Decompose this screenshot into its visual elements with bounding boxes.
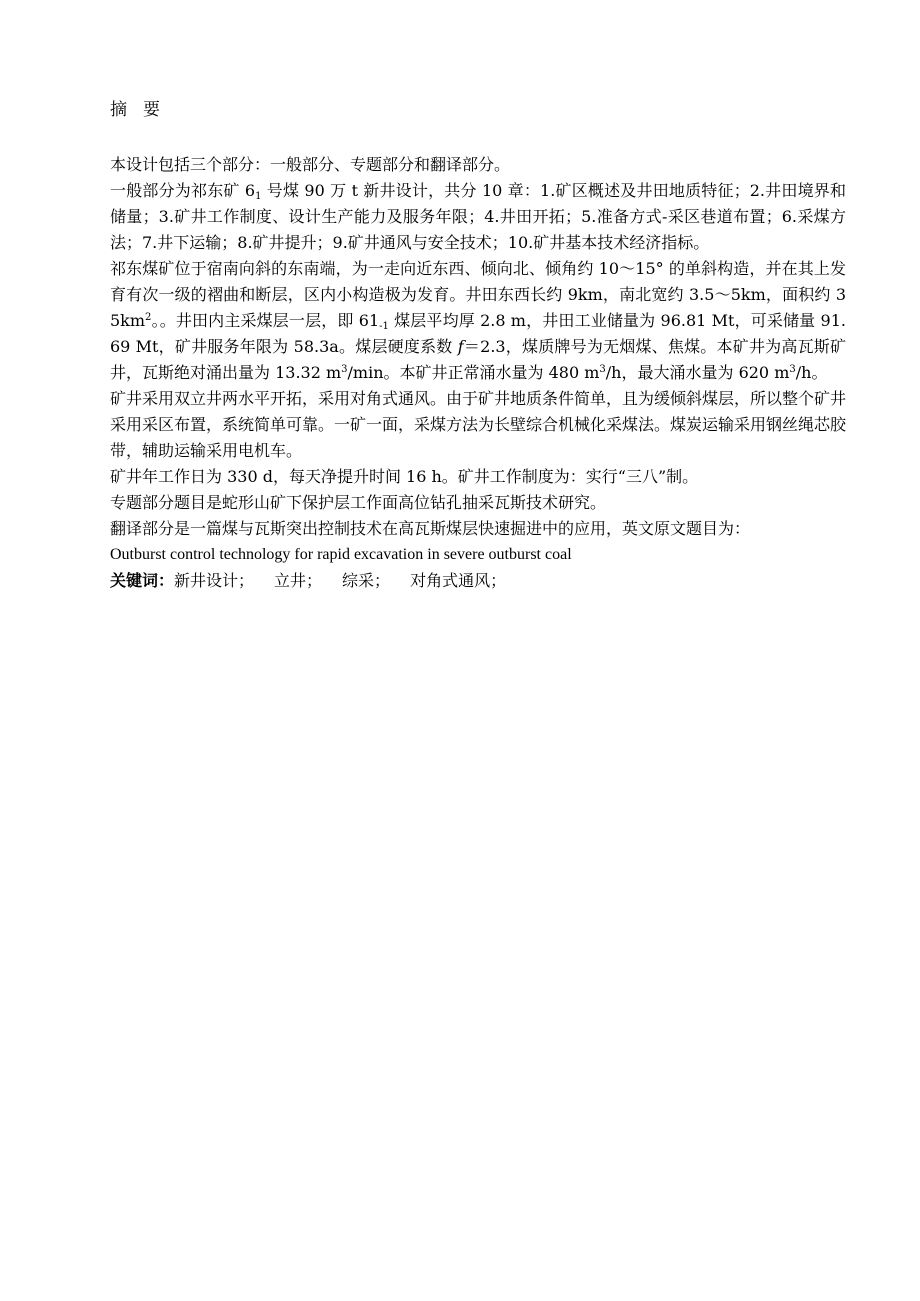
intro-paragraph: 本设计包括三个部分：一般部分、专题部分和翻译部分。 [110,155,511,174]
geology-text-c: 煤层平均厚 2.8 m，井田工业储量为 96.81 Mt，可采储量 91.69 Mt，矿井服务年限为 58.3a。煤层硬度系数 [110,311,847,356]
special-topic-paragraph: 专题部分题目是蛇形山矿下保护层工作面高位钻孔抽采瓦斯技术研究。 [110,493,607,512]
keyword-item: 对角式通风； [410,571,507,590]
hardness-symbol: f [457,337,464,356]
gas-unit-superscript: 3 [341,364,348,375]
general-text-a: 一般部分为祁东矿 6 [110,181,256,200]
general-text-b: 号煤 90 万 t 新井设计，共分 10 章：1.矿区概述及井田地质特征；2.井田境界和储量；3.矿井工作制度、设计生产能力及服务年限；4.井田开拓；5.准备方式-采区巷道布置；6.采煤方法；7.井下运输；8.矿井提升；9.矿井通风与安全技术；10.矿井基本技术经济指标。 [110,181,846,252]
english-title: Outburst control technology for rapid excavation in severe outburst coal [110,546,572,563]
abstract-body [110,152,846,594]
geology-text-h: /h。 [795,363,828,382]
seam-number-subscript: -1 [379,321,389,332]
abstract-heading: 摘要 [110,100,176,120]
keyword-item: 综采； [342,571,391,590]
keywords-line [110,568,846,594]
geology-text-a: 祁东煤矿位于宿南向斜的东南端，为一走向近东西、倾向北、倾角约 10～15° 的单斜构造，并在其上发育有次一级的褶曲和断层，区内小构造极为发育。井田东西长约 9km，南北宽约 3.5～5km，面积约 35km [110,259,846,330]
schedule-paragraph: 矿井年工作日为 330 d，每天净提升时间 16 h。矿井工作制度为：实行“三八”制。 [110,467,699,486]
geology-text-b: 。。井田内主采煤层一层，即 61 [151,311,380,330]
keyword-item: 新井设计； [174,571,255,590]
geology-text-g: /h，最大涌水量为 620 m [605,363,790,382]
max-water-unit-superscript: 3 [789,364,796,375]
water-unit-superscript: 3 [599,364,606,375]
seam-subscript: 1 [255,191,262,202]
geology-text-e: /min。本矿井正常涌水量为 480 m [347,363,600,382]
area-superscript: 2 [145,312,152,323]
translation-paragraph: 翻译部分是一篇煤与瓦斯突出控制技术在高瓦斯煤层快速掘进中的应用，英文原文题目为： [110,519,751,538]
geology-paragraph [110,256,846,386]
development-paragraph: 矿井采用双立井两水平开拓，采用对角式通风。由于矿井地质条件简单，且为缓倾斜煤层，所以整个矿井采用采区布置，系统简单可靠。一矿一面，采煤方法为长壁综合机械化采煤法。煤炭运输采用钢丝绳芯胶带，辅助运输采用电机车。 [110,389,847,460]
keyword-item: 立井； [274,571,323,590]
general-part-paragraph [110,178,846,256]
geology-text-d: ＝2.3，煤质牌号为无烟煤、焦煤。本矿井为高瓦斯矿井，瓦斯绝对涌出量为 13.32 m [110,337,846,382]
keywords-label: 关键词： [110,571,175,590]
